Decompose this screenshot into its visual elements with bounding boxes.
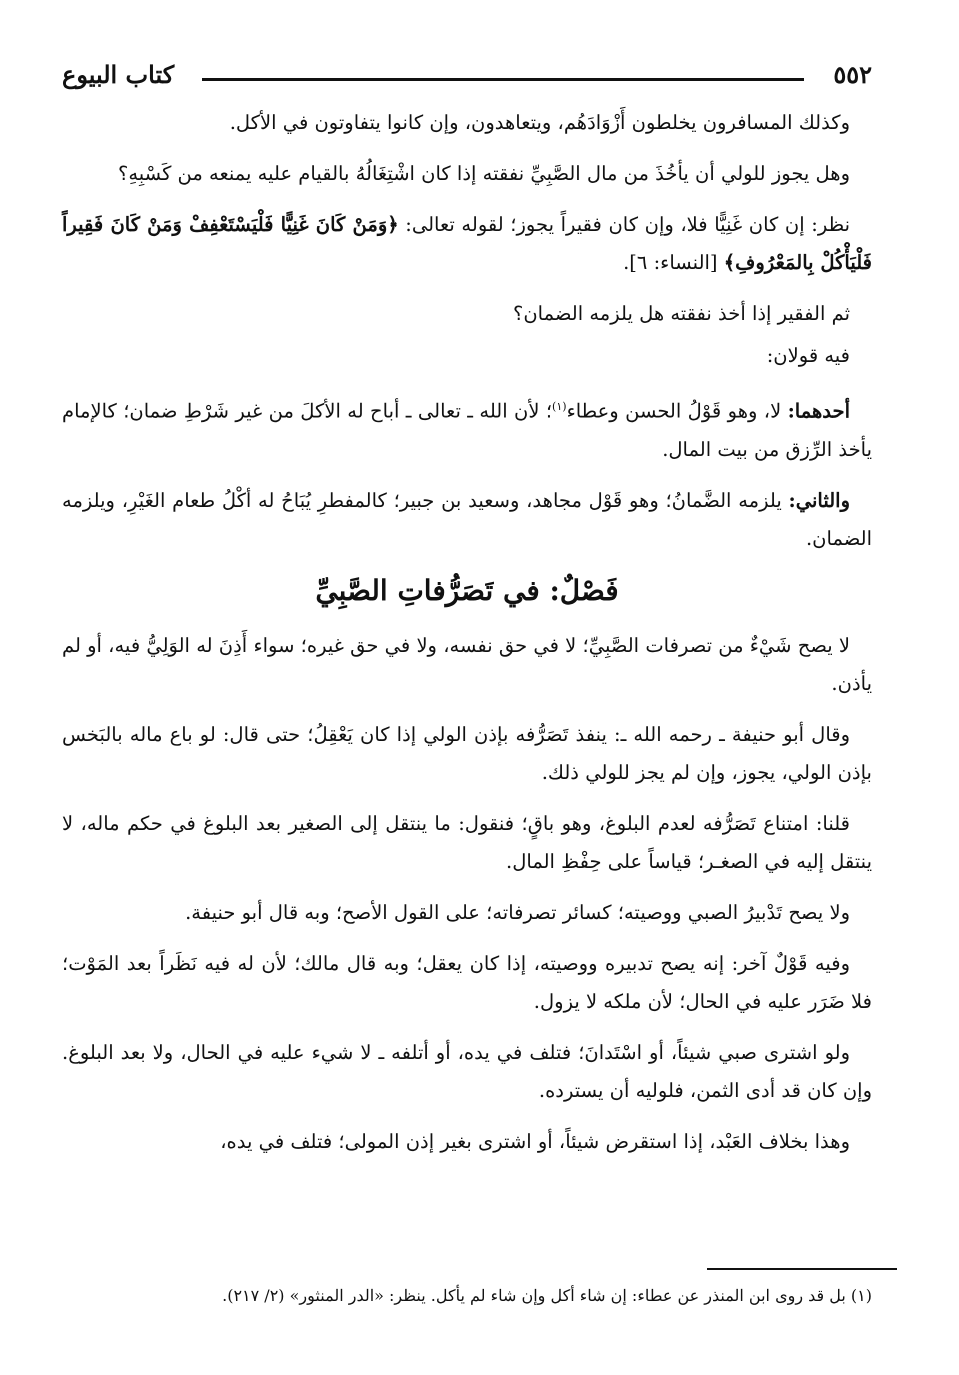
paragraph-lead: أحدهما: — [787, 399, 850, 423]
paragraph-text: ؛ لأن الله ـ تعالى ـ أباح له الأكلَ من غير شَرْطِ ضمان؛ كالإمام يأخذ الرِّزق من بيت المال. — [62, 399, 872, 461]
footnote-rule — [707, 1268, 897, 1270]
paragraph: وكذلك المسافرون يخلطون أَزْوَادَهُم، ويتعاهدون، وإن كانوا يتفاوتون في الأكل. — [229, 111, 850, 134]
paragraph: لا يصح شَيْءٌ من تصرفات الصَّبِيِّ؛ لا في حق نفسه، ولا في حق غيره؛ سواء أَذِنَ له الوَلِيُّ فيه، أو لم يأذن. — [62, 633, 872, 695]
footnote: (١) بل قد روى ابن المنذر عن عطاء: إن شاء أكل وإن شاء لم يأكل. ينظر: «الدر المنثور» (٢/ ٢١٧). — [222, 1286, 872, 1305]
quran-verse: ﴿وَمَنْ كَانَ غَنِيًّا فَلْيَسْتَعْفِفْ وَمَنْ كَانَ فَقِيراً فَلْيَأْكُلْ بِالمَعْرُوفِ﴾ — [62, 213, 872, 274]
page-number: ٥٥٢ — [833, 60, 872, 89]
paragraph: وقال أبو حنيفة ـ رحمه الله ـ: ينفذ تَصَرُّفه بإذن الولي إذا كان يَعْقِلُ؛ حتى قال: لو باع ماله بالبَخس بإذن الولي، يجوز، وإن لم يجز للولي ذلك. — [62, 722, 872, 784]
page-header — [62, 56, 872, 92]
paragraph: وهل يجوز للولي أن يأخُذَ من مال الصَّبِيِّ نفقته إذا كان اشْتِغَالُهُ بالقيام عليه يمنعه من كَسْبِهِ؟ — [117, 162, 850, 185]
paragraph: ثم الفقير إذا أخذ نفقته هل يلزمه الضمان؟ — [513, 302, 850, 325]
paragraph: قلنا: امتناع تَصَرُّفه لعدم البلوغ، وهو باقٍ؛ فنقول: ما ينتقل إلى الصغير بعد البلوغ في حكم ماله، لا ينتقل إليه في الصغـر؛ قياساً على حِفْظِ المال. — [62, 811, 872, 873]
header-rule — [202, 78, 804, 81]
page-body — [62, 104, 872, 1174]
paragraph: ولو اشترى صبي شيئاً، أو اسْتَدانَ؛ فتلف في يده، أو أتلفه ـ لا شيء عليه في الحال، ولا بعد البلوغ. وإن كان قد أدى الثمن، فلوليه أن يسترده. — [62, 1040, 872, 1102]
verse-reference: [النساء: ٦]. — [623, 251, 718, 274]
paragraph-text: يلزمه الضَّمانُ؛ وهو قَوْل مجاهد، وسعيد بن جبير؛ كالمفطرِ يُبَاحُ له أكْلُ طعام الغَيْرِ، ويلزمه الضمان. — [62, 488, 872, 550]
paragraph: ولا يصح تَدْبيرُ الصبي ووصيته؛ كسائر تصرفاته؛ على القول الأصح؛ وبه قال أبو حنيفة. — [185, 900, 850, 924]
section-heading: فَصْلٌ: في تَصَرُّفاتِ الصَّبِيِّ — [315, 573, 619, 607]
paragraph-lead: والثاني: — [788, 488, 850, 512]
paragraph: وفيه قَوْلٌ آخر: إنه يصح تدبيره ووصيته، إذا كان يعقل؛ وبه قال مالك؛ لأن له فيه نَظَراً بعد المَوْت؛ فلا ضَرَر عليه في الحال؛ لأن ملكه لا يزول. — [62, 951, 872, 1013]
paragraph-text: نظر: إن كان غَنِيًّا فلا، وإن كان فقيراً يجوز؛ لقوله تعالى: — [405, 213, 850, 236]
book-title: كتاب البيوع — [62, 60, 175, 89]
paragraph-text: لا، وهو قَوْلُ الحسن وعطاء — [566, 399, 782, 423]
paragraph: وهذا بخلاف العَبْد، إذا استقرض شيئاً، أو اشترى بغير إذن المولى؛ فتلف في يده، — [220, 1129, 850, 1153]
paragraph — [62, 206, 872, 282]
paragraph: فيه قولان: — [766, 344, 850, 367]
paragraph — [62, 482, 872, 558]
paragraph — [62, 388, 872, 469]
footnote-marker: (١) — [552, 400, 567, 413]
